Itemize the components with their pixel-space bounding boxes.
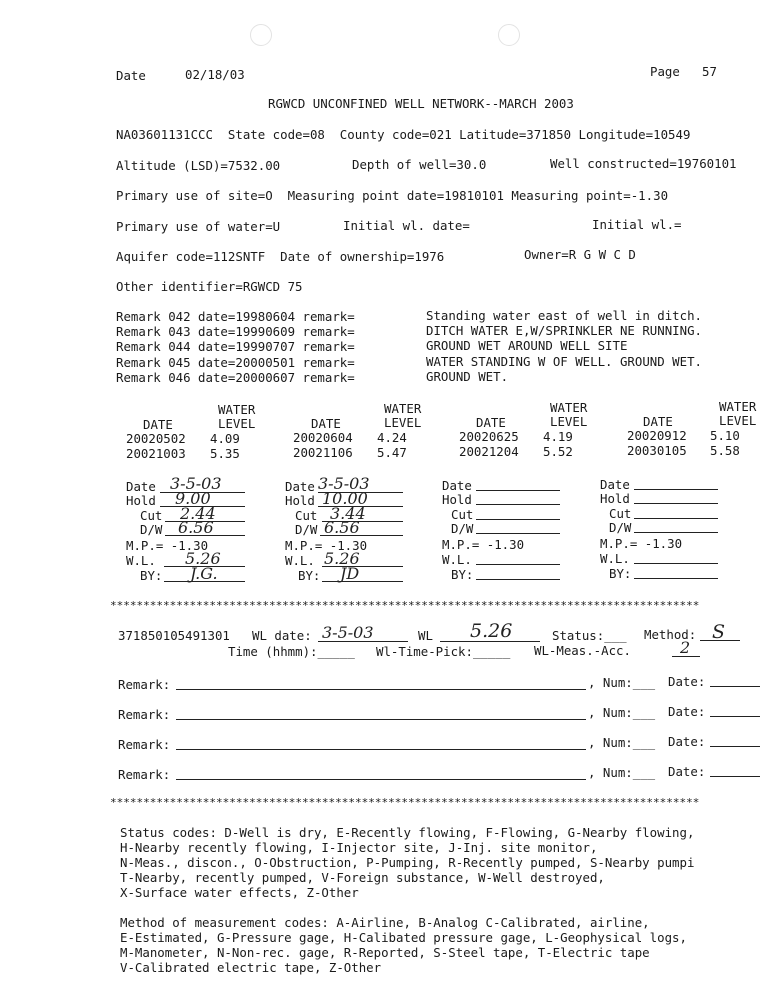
- form3-dw-label: D/W: [451, 521, 474, 536]
- form4-wl-line: [634, 563, 718, 564]
- remark-line-1-field[interactable]: [176, 689, 586, 690]
- entry-wl-label: WL: [418, 628, 433, 643]
- wl-value-3b: 5.52: [543, 444, 573, 459]
- status-codes-line-5: X-Surface water effects, Z-Other: [120, 885, 359, 900]
- wl-header-level-4: LEVEL: [719, 413, 757, 428]
- form3-hold-label: Hold: [442, 492, 472, 507]
- site-owner: Owner=R G W C D: [524, 247, 636, 262]
- entry-method-hand: S: [712, 621, 726, 643]
- remark-text-2: GROUND WET AROUND WELL SITE: [426, 338, 628, 353]
- remark-line-3-date-field[interactable]: [710, 746, 760, 747]
- form4-by-line: [634, 578, 718, 579]
- method-codes-line-1: Method of measurement codes: A-Airline, B-Analog C-Calibrated, airline,: [120, 915, 650, 930]
- form4-date-label: Date: [600, 477, 630, 492]
- form2-mp: M.P.= -1.30: [285, 538, 368, 553]
- remark-text-4: GROUND WET.: [426, 369, 509, 384]
- wl-date-1a: 20020502: [126, 431, 186, 446]
- form3-date-line: [476, 490, 560, 491]
- separator-top: *****************************************************************************************: [110, 599, 700, 612]
- entry-acc-label: WL-Meas.-Acc.: [534, 643, 631, 658]
- wl-value-1b: 5.35: [210, 446, 240, 461]
- entry-method-label: Method:: [644, 627, 697, 642]
- wl-value-3a: 4.19: [543, 429, 573, 444]
- entry-site-id: 371850105491301: [118, 628, 230, 643]
- remark-left-0: Remark 042 date=19980604 remark=: [116, 309, 355, 324]
- form1-wl-hand: 5.26: [185, 549, 221, 568]
- status-codes-line-1: Status codes: D-Well is dry, E-Recently flowing, F-Flowing, G-Nearby flowing,: [120, 825, 695, 840]
- form4-hold-line: [634, 503, 718, 504]
- form3-mp: M.P.= -1.30: [442, 537, 525, 552]
- remark-line-4-date: Date:: [668, 764, 706, 779]
- form2-by-label: BY:: [298, 568, 321, 583]
- form1-cut-hand: 2.44: [180, 504, 216, 523]
- remark-line-2-date-field[interactable]: [710, 716, 760, 717]
- form4-mp: M.P.= -1.30: [600, 536, 683, 551]
- status-codes-line-2: H-Nearby recently flowing, I-Injector site, J-Inj. site monitor,: [120, 840, 598, 855]
- remark-line-4-label: Remark:: [118, 767, 171, 782]
- wl-date-3a: 20020625: [459, 429, 519, 444]
- remark-line-4-num: , Num:___: [588, 765, 656, 780]
- remark-line-2-date: Date:: [668, 704, 706, 719]
- entry-status-label: Status:___: [552, 628, 627, 643]
- remark-line-3-date: Date:: [668, 734, 706, 749]
- form2-wl-hand: 5.26: [324, 549, 360, 568]
- site-aquifer: Aquifer code=112SNTF Date of ownership=1976: [116, 249, 445, 264]
- remark-line-3-label: Remark:: [118, 737, 171, 752]
- form3-hold-line: [476, 504, 560, 505]
- form2-dw-hand: 6.56: [324, 518, 360, 537]
- site-depth: Depth of well=30.0: [352, 157, 487, 172]
- status-codes-line-4: T-Nearby, recently pumped, V-Foreign substance, W-Well destroyed,: [120, 870, 605, 885]
- wl-header-water-1: WATER: [218, 402, 256, 417]
- wl-header-level-3: LEVEL: [550, 414, 588, 429]
- form3-cut-line: [476, 519, 560, 520]
- wl-header-date-3: DATE: [476, 415, 506, 430]
- punch-hole-right: [498, 24, 520, 46]
- wl-value-2b: 5.47: [377, 445, 407, 460]
- remark-line-1-label: Remark:: [118, 677, 171, 692]
- form2-dw-label: D/W: [295, 522, 318, 537]
- remark-left-2: Remark 044 date=19990707 remark=: [116, 339, 355, 354]
- remark-line-1-date-field[interactable]: [710, 686, 760, 687]
- form1-dw-label: D/W: [140, 522, 163, 537]
- remark-line-2-field[interactable]: [176, 719, 586, 720]
- remark-line-1-date: Date:: [668, 674, 706, 689]
- site-row-1: NA03601131CCC State code=08 County code=021 Latitude=371850 Longitude=10549: [116, 127, 691, 142]
- form4-dw-label: D/W: [609, 520, 632, 535]
- form2-by-line: [322, 581, 403, 582]
- remark-line-4-field[interactable]: [176, 779, 586, 780]
- wl-header-level-2: LEVEL: [384, 415, 422, 430]
- header-page-label: Page: [650, 64, 680, 79]
- wl-date-1b: 20021003: [126, 446, 186, 461]
- form2-cut-hand: 3.44: [330, 504, 366, 523]
- wl-date-3b: 20021204: [459, 444, 519, 459]
- method-codes-line-3: M-Manometer, N-Non-rec. gage, R-Reported, S-Steel tape, T-Electric tape: [120, 945, 650, 960]
- form4-wl-label: W.L.: [600, 551, 630, 566]
- remark-text-3: WATER STANDING W OF WELL. GROUND WET.: [426, 354, 703, 369]
- site-initial-wl-date: Initial wl. date=: [343, 218, 470, 233]
- header-date-value: 02/18/03: [185, 67, 245, 82]
- wl-header-water-2: WATER: [384, 401, 422, 416]
- wl-header-date-2: DATE: [311, 416, 341, 431]
- form2-cut-label: Cut: [295, 508, 318, 523]
- site-primary-water: Primary use of water=U: [116, 219, 281, 234]
- remark-left-4: Remark 046 date=20000607 remark=: [116, 370, 355, 385]
- wl-date-4b: 20030105: [627, 443, 687, 458]
- form1-dw-hand: 6.56: [178, 518, 214, 537]
- page-title: RGWCD UNCONFINED WELL NETWORK--MARCH 2003: [268, 96, 574, 111]
- site-primary-use: Primary use of site=O Measuring point date=19810101 Measuring point=-1.30: [116, 188, 669, 203]
- wl-header-date-1: DATE: [143, 417, 173, 432]
- form2-wl-label: W.L.: [285, 553, 315, 568]
- method-codes-line-2: E-Estimated, G-Pressure gage, H-Calibated pressure gage, L-Geophysical logs,: [120, 930, 687, 945]
- entry-pick-label: Wl-Time-Pick:_____: [376, 644, 511, 659]
- entry-wl-date-hand: 3-5-03: [322, 623, 374, 642]
- form3-wl-label: W.L.: [442, 552, 472, 567]
- form1-hold-hand: 9.00: [175, 489, 211, 508]
- header-date-label: Date: [116, 68, 146, 83]
- wl-value-4b: 5.58: [710, 443, 740, 458]
- form4-dw-line: [634, 532, 718, 533]
- form2-hold-hand: 10.00: [322, 489, 368, 508]
- form1-hold-label: Hold: [126, 493, 156, 508]
- form3-dw-line: [476, 533, 560, 534]
- site-other-id: Other identifier=RGWCD 75: [116, 279, 303, 294]
- remark-line-1-num: , Num:___: [588, 675, 656, 690]
- form3-cut-label: Cut: [451, 507, 474, 522]
- entry-wl-hand: 5.26: [470, 620, 513, 642]
- form1-cut-label: Cut: [140, 508, 163, 523]
- form1-wl-label: W.L.: [126, 553, 156, 568]
- remark-left-3: Remark 045 date=20000501 remark=: [116, 355, 355, 370]
- punch-hole-left: [250, 24, 272, 46]
- remark-line-3-num: , Num:___: [588, 735, 656, 750]
- wl-header-date-4: DATE: [643, 414, 673, 429]
- wl-header-level-1: LEVEL: [218, 416, 256, 431]
- form1-mp: M.P.= -1.30: [126, 538, 209, 553]
- method-codes-line-4: V-Calibrated electric tape, Z-Other: [120, 960, 382, 975]
- wl-value-2a: 4.24: [377, 430, 407, 445]
- form1-date-label: Date: [126, 479, 156, 494]
- remark-line-2-label: Remark:: [118, 707, 171, 722]
- site-constructed: Well constructed=19760101: [550, 156, 737, 171]
- remark-left-1: Remark 043 date=19990609 remark=: [116, 324, 355, 339]
- separator-bottom: *****************************************************************************************: [110, 796, 700, 809]
- wl-date-2a: 20020604: [293, 430, 353, 445]
- entry-wl-date-label: WL date:: [252, 628, 312, 643]
- remark-text-1: DITCH WATER E,W/SPRINKLER NE RUNNING.: [426, 323, 703, 338]
- form2-by-hand: JD: [340, 564, 360, 583]
- remark-text-0: Standing water east of well in ditch.: [426, 308, 703, 323]
- form2-hold-label: Hold: [285, 493, 315, 508]
- wl-value-1a: 4.09: [210, 431, 240, 446]
- form2-date-label: Date: [285, 479, 315, 494]
- remark-line-2-num: , Num:___: [588, 705, 656, 720]
- form1-by-hand: J.G.: [190, 564, 218, 583]
- entry-time-label: Time (hhmm):_____: [228, 644, 355, 659]
- form2-date-hand: 3-5-03: [318, 474, 370, 493]
- form4-cut-line: [634, 518, 718, 519]
- wl-value-4a: 5.10: [710, 428, 740, 443]
- wl-date-4a: 20020912: [627, 428, 687, 443]
- form3-date-label: Date: [442, 478, 472, 493]
- form3-by-label: BY:: [451, 567, 474, 582]
- form3-by-line: [476, 579, 560, 580]
- site-initial-wl: Initial wl.=: [592, 217, 682, 232]
- header-page-number: 57: [702, 64, 717, 79]
- entry-acc-hand: 2: [680, 638, 691, 657]
- site-altitude: Altitude (LSD)=7532.00: [116, 158, 281, 173]
- remark-line-3-field[interactable]: [176, 749, 586, 750]
- form4-hold-label: Hold: [600, 491, 630, 506]
- wl-date-2b: 20021106: [293, 445, 353, 460]
- form3-wl-line: [476, 564, 560, 565]
- form1-by-label: BY:: [140, 568, 163, 583]
- remark-line-4-date-field[interactable]: [710, 776, 760, 777]
- wl-header-water-4: WATER: [719, 399, 757, 414]
- form1-date-hand: 3-5-03: [170, 474, 222, 493]
- form4-by-label: BY:: [609, 566, 632, 581]
- form4-cut-label: Cut: [609, 506, 632, 521]
- wl-header-water-3: WATER: [550, 400, 588, 415]
- form4-date-line: [634, 489, 718, 490]
- status-codes-line-3: N-Meas., discon., O-Obstruction, P-Pumping, R-Recently pumped, S-Nearby pumpi: [120, 855, 695, 870]
